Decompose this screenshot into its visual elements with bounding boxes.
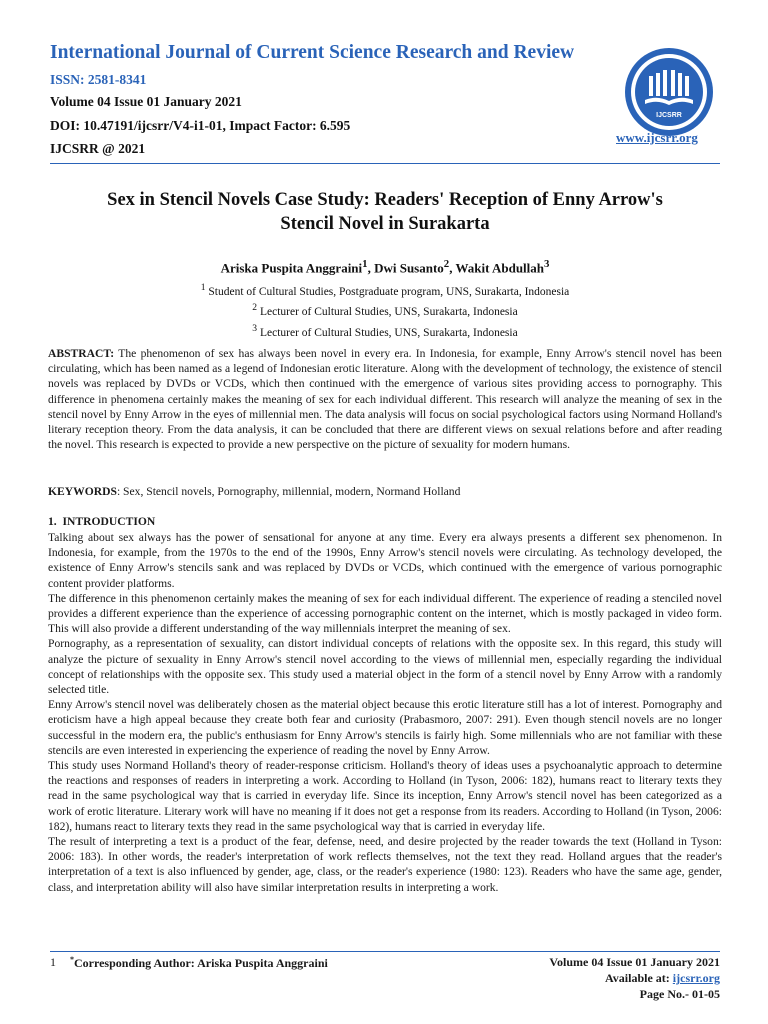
paragraph: Enny Arrow's stencil novel was deliberately chosen as the material object because this erotic literature still has a lot of interest. Pornography and eroticism have a high appeal because they create both fear and curiosity (Prabasmoro, 2007: 291). Even though stencil novels are no longer successful in the modern era, the public's enthusiasm for Enny Arrow's stencils is fairly high. Some millennials who are not familiar with these stencils are even interested in experiencing the experience of reading the novel by Enny Arrow. [48,698,722,757]
section-heading-introduction: 1. INTRODUCTION [48,515,156,528]
abstract-text: The phenomenon of sex has always been novel in every era. In Indonesia, for example, Enny Arrow's stencil novel has been circulating, which has been named as a legend of Indonesian erotic literature. Along with the development of technology, the existence of stencil novels was replaced by DVDs or VCDs, which then continued with the emergence of various sites providing access to pornography. This difference in phenomena certainly makes the meaning of sex for each individual different. This research will analyze the meaning of sex in the stencil novel by Enny Arrow in the eyes of millennial men. The data analysis will focus on social psychological factors using Normand Holland's literary reception theory. From the data analysis, it can be concluded that there are different views on sexual relations before and after reading the novel. This research is expected to provide a new perspective on the picture of sexuality for modern humans. [48,347,722,452]
author-2-sup: 2 [443,258,450,270]
paragraph: The result of interpreting a text is a product of the fear, defense, need, and desire projected by the reader towards the text (Holland in Tyson: 2006: 183). In other words, the reader's interpretation of work reflects themselves, not the text they read. Holland argues that the reader's interpretation of a text is also influenced by gender, age, class, or the reader's experience (1980: 123). Readers who have the same age, gender, class, and interpretation ability will also have similar interpretation results in interpreting a work. [48,835,722,894]
keywords-label: KEYWORDS [48,485,117,498]
author-1-sup: 1 [362,258,368,270]
journal-header [50,40,720,160]
corresponding-author: *Corresponding Author: Ariska Puspita Anggraini [70,955,328,970]
page-number: 1 [50,955,56,969]
footer-available: Available at: ijcsrr.org [605,971,720,985]
affiliation-1: $^1$ Student of Cultural Studies, Postgraduate program, UNS, Surakarta, Indonesia [200,282,570,298]
keywords [48,484,722,499]
author-2: Dwi Susanto [374,260,444,276]
paper-title-line-1: Sex in Stencil Novels Case Study: Readers' Reception of Enny Arrow's [107,190,663,210]
affiliation-2: $^2$ Lecturer of Cultural Studies, UNS, Surakarta, Indonesia [252,302,518,319]
author-1: Ariska Puspita Anggraini [220,260,363,276]
footer-website-link[interactable]: ijcsrr.org [672,971,720,985]
paragraph: The difference in this phenomenon certainly makes the meaning of sex for each individual different. The experience of reading a stenciled novel provides a different experience than the experience of accessing pornographic content on the internet, which is mostly packaged in video form. This will also provide a different understanding of the way millennials interpret the meaning of sex. [48,591,722,636]
footer-page-range: Page No.- 01-05 [639,987,720,1001]
logo-text: IJCSRR [656,112,682,119]
paragraph: Talking about sex always has the power of sensational for anyone at any time. Every era always presents a different sex phenomenon. In Indonesia, for example, from the 1970s to the end of the 1990s, Enny Arrow's stencil novels were circulating. As technology developed, the existence of Enny Arrow's stencils sank and was replaced by DVDs or VCDs, which continued with the emergence of various pornographic content provider platforms. [48,531,722,590]
abstract [48,346,722,452]
journal-logo-icon [623,46,715,138]
abstract-label: ABSTRACT: [48,347,115,360]
header-rule [50,163,720,164]
paper-title [50,188,720,236]
affiliation-3: $^3$ Lecturer of Cultural Studies, UNS, Surakarta, Indonesia [252,322,518,339]
author-3-sup: 3 [544,258,550,270]
corresponding-mark: * [70,955,74,964]
author-list: Ariska Puspita Anggraini$^1$, Dwi Susanto$^2$, Wakit Abdullah$^3$ [220,258,550,276]
paragraph: Pornography, as a representation of sexuality, can distort individual concepts of relations with the opposite sex. In this regard, this study will analyze the picture of sexuality in Enny Arrow's stencil novel according to the views of millennial men, especially regarding the individual concept of relationships with the opposite sex. This study used a material object in the form of a stencil novel by Enny Arrow with a randomly selected title. [48,637,722,697]
keywords-text: : Sex, Stencil novels, Pornography, millennial, modern, Normand Holland [116,485,461,498]
issn: ISSN: 2581-8341 [50,72,147,87]
author-3: Wakit Abdullah [455,260,545,276]
paper-title-line-2: Stencil Novel in Surakarta [280,214,490,234]
doi-info: DOI: 10.47191/ijcsrr/V4-i1-01, Impact Factor: 6.595 [50,118,351,133]
affiliations [50,280,720,341]
copyright-info: IJCSRR @ 2021 [50,141,146,156]
journal-website-link[interactable]: www.ijcsrr.org [616,130,698,145]
journal-title: International Journal of Current Science Research and Review [50,42,575,63]
body-text [48,530,722,895]
paragraph: This study uses Normand Holland's theory of reader-response criticism. Holland's theory of ideas uses a psychoanalytic approach to determine the reactions and responses of readers in interpreting a work. According to Holland (in Tyson, 2006: 182), humans react to literary texts they read in the same psychological way that is carried in everyday life. Since its inception, Enny Arrow's stencil novel has been categorized as a work of erotic literature. Literary work will have no meaning if it does not get a response from its readers. According to Holland (in Tyson, 2006: 182), humans react to literary texts they read in the same psychological way that is carried in everyday life. [48,759,722,833]
footer-rule [50,951,720,952]
volume-info: Volume 04 Issue 01 January 2021 [50,94,242,109]
footer-volume: Volume 04 Issue 01 January 2021 [549,955,720,969]
